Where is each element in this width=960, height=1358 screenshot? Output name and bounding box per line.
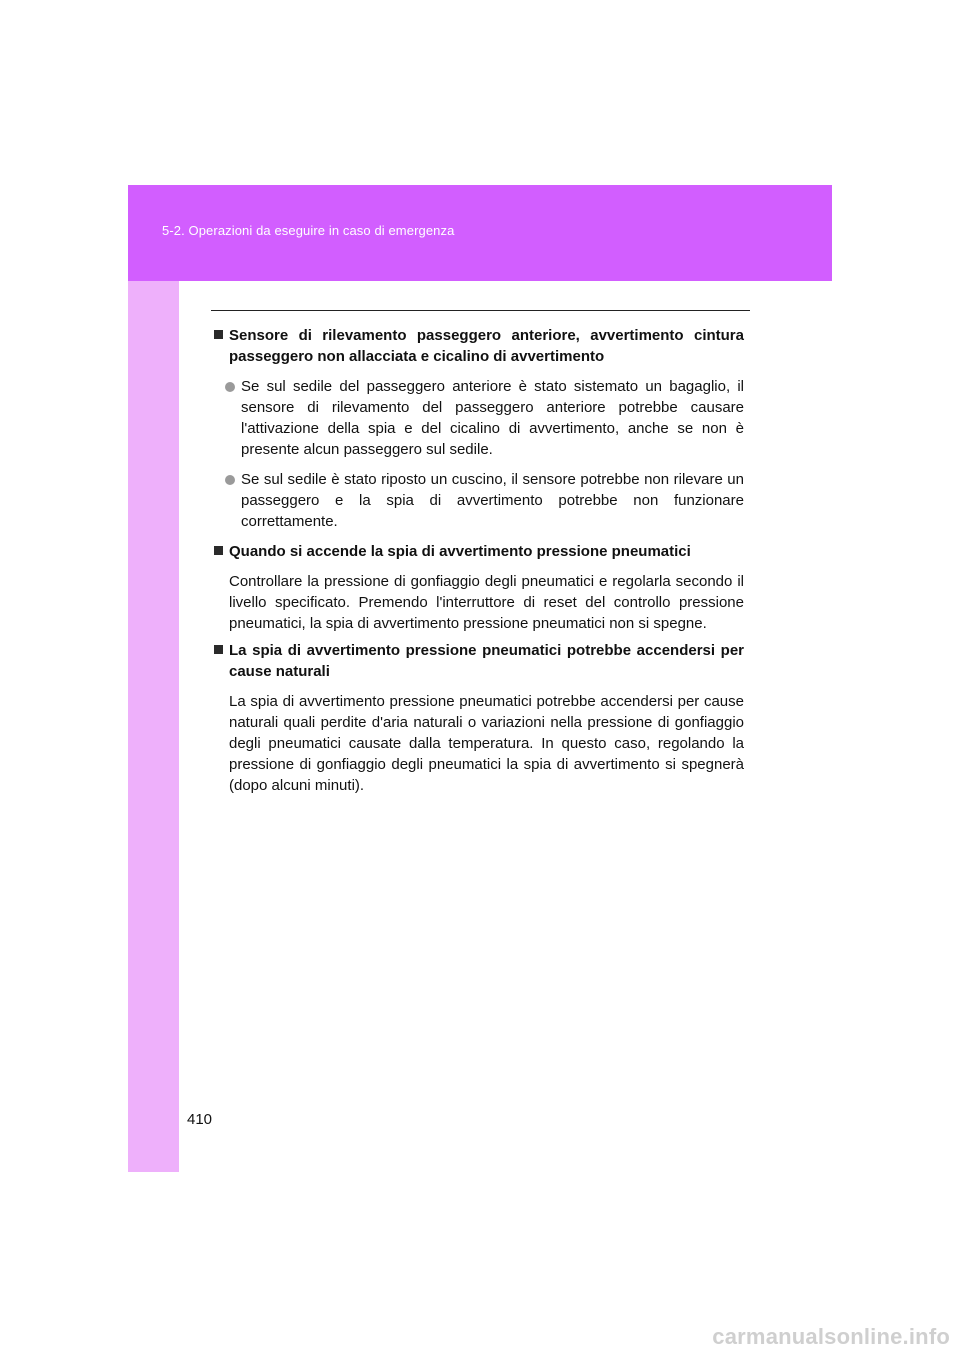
- section-paragraph: Controllare la pressione di gonfiaggio degli pneumatici e regolarla secondo il livello specificato. Premendo l'interruttore di reset del controllo pressione pneumatici, la spia di avvertimento pressione pneumatici non si spegne.: [229, 573, 744, 632]
- page-number: 410: [187, 1111, 213, 1128]
- section-title: 5-2. Operazioni da eseguire in caso di emergenza: [162, 223, 455, 238]
- list-item: Se sul sedile del passeggero anteriore è stato sistemato un bagaglio, il sensore di rilevamento del passeggero anteriore potrebbe causare l'attivazione della spia e del cicalino di avvertimento, anche se non è presente alcun passeggero sul sedile.: [214, 376, 744, 460]
- section-heading: La spia di avvertimento pressione pneumatici potrebbe accendersi per cause naturali: [214, 640, 744, 682]
- section-header-bar: [128, 185, 832, 281]
- watermark: [0, 1318, 960, 1358]
- section-tire-pressure-light: [214, 541, 744, 634]
- section-passenger-sensor: [214, 325, 744, 532]
- section-natural-causes: [214, 640, 744, 796]
- top-divider: [211, 310, 750, 311]
- section-heading: Quando si accende la spia di avvertimento pressione pneumatici: [214, 541, 744, 562]
- circle-bullet-icon: [225, 382, 235, 392]
- section-paragraph: La spia di avvertimento pressione pneumatici potrebbe accendersi per cause naturali quali perdite d'aria naturali o variazioni nella pressione di gonfiaggio degli pneumatici causate dalla temperatura. In questo caso, regolando la pressione di gonfiaggio degli pneumatici la spia di avvertimento si spegnerà (dopo alcuni minuti).: [229, 693, 744, 794]
- circle-bullet-icon: [225, 475, 235, 485]
- list-item: Se sul sedile è stato riposto un cuscino, il sensore potrebbe non rilevare un passeggero e la spia di avvertimento potrebbe non funzionare correttamente.: [214, 469, 744, 532]
- section-heading: Sensore di rilevamento passeggero anteriore, avvertimento cintura passeggero non allacciata e cicalino di avvertimento: [214, 325, 744, 367]
- square-bullet-icon: [214, 546, 223, 555]
- square-bullet-icon: [214, 645, 223, 654]
- page-content: [214, 325, 744, 802]
- square-bullet-icon: [214, 330, 223, 339]
- side-tab-strip: [128, 185, 179, 1172]
- watermark-text: carmanualsonline.info: [712, 1324, 950, 1349]
